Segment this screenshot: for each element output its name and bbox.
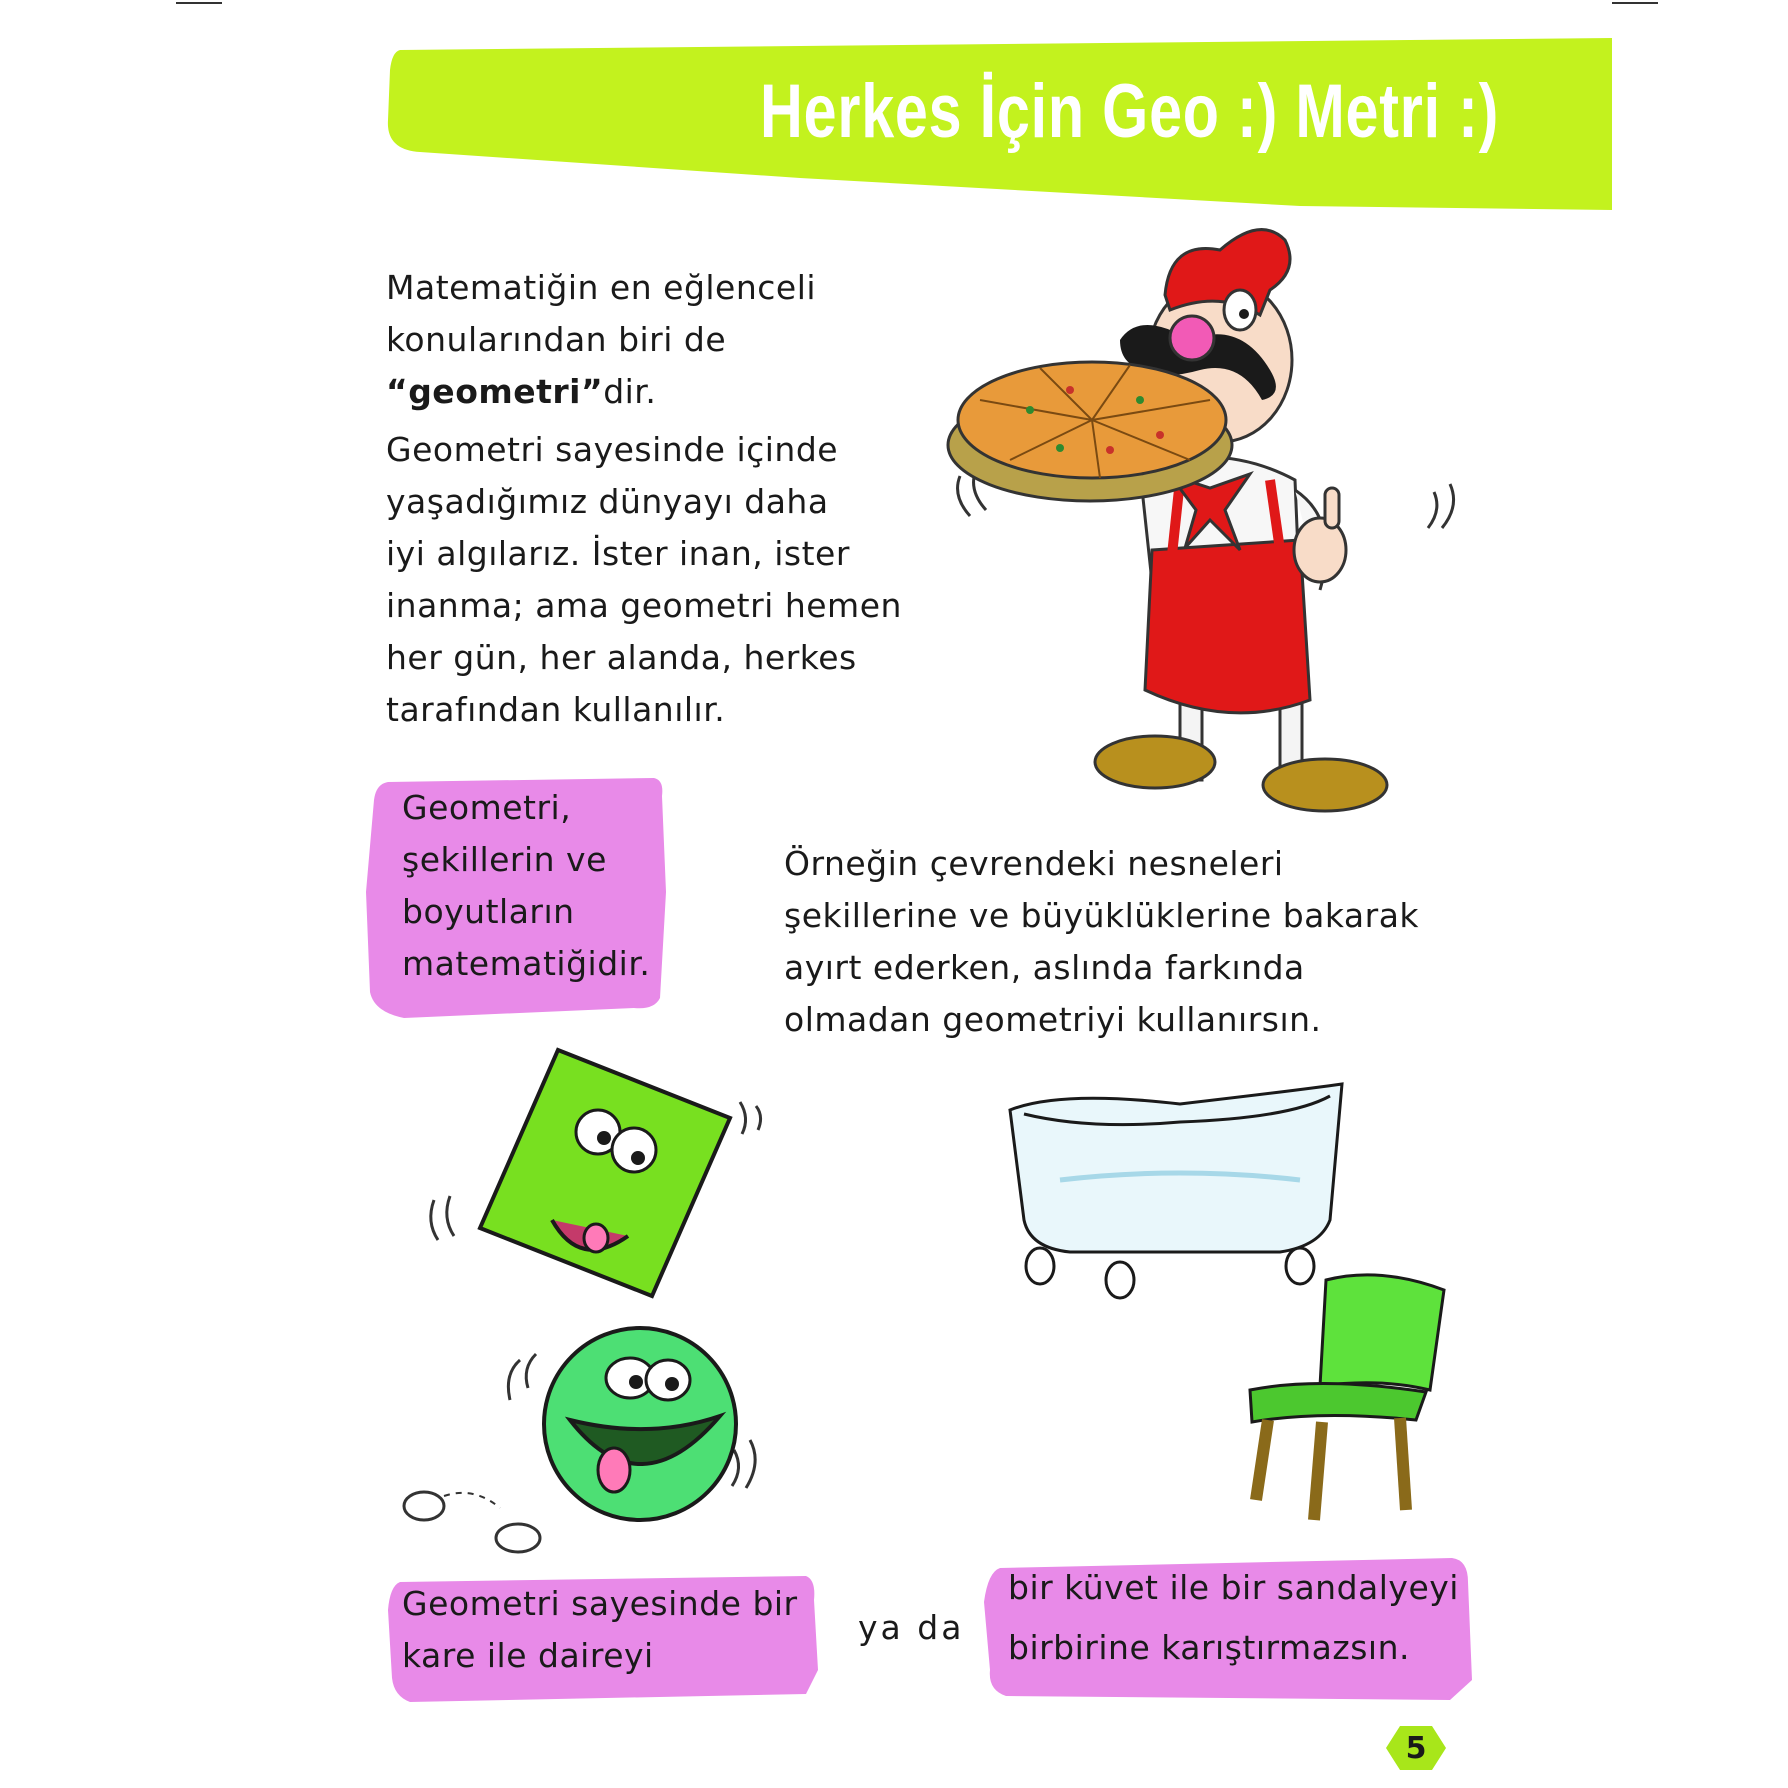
- bathtub-chair-line: bir küvet ile bir sandalyeyi: [1008, 1568, 1459, 1607]
- explanation-line: iyi algılarız. İster inan, ister: [386, 534, 850, 573]
- intro-line-2: konularından biri de: [386, 320, 727, 359]
- intro-line-3: [386, 366, 816, 418]
- intro-suffix: dir.: [603, 372, 657, 411]
- explanation-line: Geometri sayesinde içinde: [386, 430, 839, 469]
- chef-with-pizza-illustration: [940, 220, 1480, 830]
- smiling-circle-character: [400, 1320, 800, 1560]
- example-line: şekillerine ve büyüklüklerine bakarak: [784, 896, 1420, 935]
- explanation-paragraph: [386, 424, 902, 736]
- definition-line: boyutların: [402, 892, 575, 931]
- definition-line: Geometri,: [402, 788, 572, 827]
- page-title: Herkes İçin Geo :) Metri :): [760, 69, 1500, 154]
- geometri-keyword: “geometri”: [386, 372, 604, 411]
- explanation-line: yaşadığımız dünyayı daha: [386, 482, 829, 521]
- definition-text: [402, 782, 650, 990]
- example-paragraph: [784, 838, 1419, 1046]
- square-circle-line: kare ile daireyi: [402, 1636, 654, 1675]
- definition-line: şekillerin ve: [402, 840, 607, 879]
- explanation-line: her gün, her alanda, herkes: [386, 638, 857, 677]
- intro-line-1: Matematiğin en eğlenceli: [386, 268, 817, 307]
- bathtub-chair-line: birbirine karıştırmazsın.: [1008, 1628, 1410, 1667]
- definition-line: matematiğidir.: [402, 944, 651, 983]
- intro-paragraph: [386, 262, 816, 418]
- square-circle-line: Geometri sayesinde bir: [402, 1584, 798, 1623]
- explanation-line: tarafından kullanılır.: [386, 690, 726, 729]
- bathtub-chair-text: [1008, 1558, 1459, 1678]
- example-line: ayırt ederken, aslında farkında: [784, 948, 1305, 987]
- page-number: 5: [1405, 1730, 1427, 1766]
- smiling-square-character: [420, 1040, 800, 1300]
- square-circle-text: [402, 1578, 798, 1682]
- green-chair-illustration: [1230, 1260, 1460, 1530]
- connector-text: ya da: [858, 1608, 965, 1647]
- example-line: Örneğin çevrendeki nesneleri: [784, 844, 1284, 883]
- example-line: olmadan geometriyi kullanırsın.: [784, 1000, 1322, 1039]
- explanation-line: inanma; ama geometri hemen: [386, 586, 902, 625]
